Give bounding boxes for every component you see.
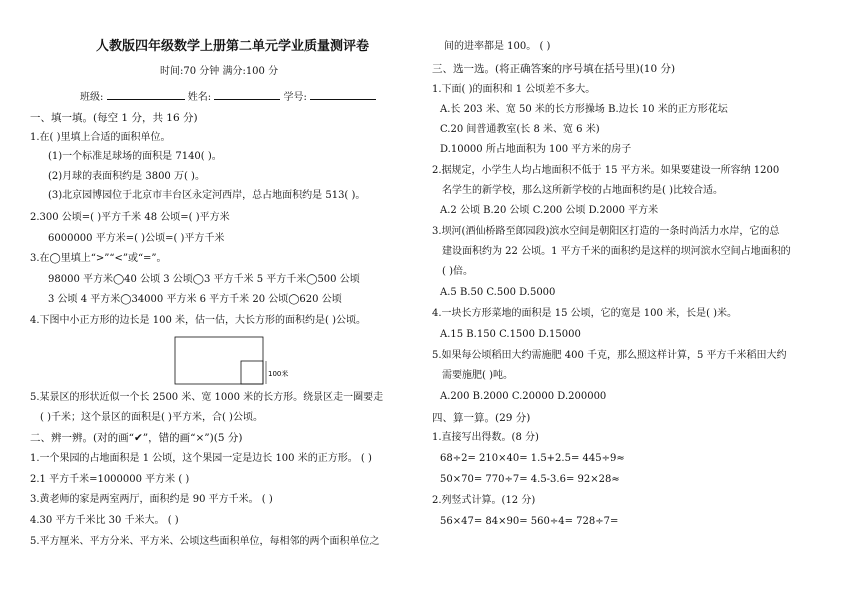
- question-line: 3.黄老师的家是两室两厅，面积约是 90 平方千米。 ( ): [30, 494, 273, 505]
- option-line: A.200 B.2000 C.20000 D.200000: [440, 391, 607, 402]
- question-line: 1.在( )里填上合适的面积单位。: [30, 132, 171, 143]
- question-line: 需要施肥( )吨。: [442, 370, 513, 381]
- question-line: 5.平方厘米、平方分米、平方米、公顷这些面积单位，每相邻的两个面积单位之: [30, 536, 380, 547]
- question-line: 4.下图中小正方形的边长是 100 米，估一估，大长方形的面积约是( )公顷。: [30, 315, 366, 326]
- id-label: 学号:: [283, 92, 307, 103]
- small-square: [241, 361, 263, 384]
- class-field[interactable]: [107, 90, 185, 100]
- question-line: (1)一个标准足球场的面积是 7140( )。: [48, 151, 222, 162]
- question-line: 4.一块长方形菜地的面积是 15 公顷，它的宽是 100 米，长是( )米。: [432, 308, 738, 319]
- option-line: C.20 间普通教室(长 8 米、宽 6 米): [440, 124, 600, 135]
- question-line: 6000000 平方米=( )公顷=( )平方千米: [48, 233, 225, 244]
- large-rectangle: [175, 337, 263, 384]
- id-field[interactable]: [310, 90, 376, 100]
- question-line: (2)月球的表面积约是 3800 万( )。: [48, 171, 205, 182]
- calc-line: 68÷2= 210×40= 1.5+2.5= 445÷9≈: [440, 453, 625, 464]
- question-line: 98000 平方米◯40 公顷 3 公顷◯3 平方千米 5 平方千米◯500 公顷: [48, 274, 360, 285]
- option-line: A.15 B.150 C.1500 D.15000: [440, 329, 581, 340]
- exam-meta: 时间:70 分钟 满分:100 分: [160, 66, 279, 77]
- name-label: 姓名:: [187, 92, 212, 103]
- question-line: ( )倍。: [442, 266, 473, 277]
- question-line: 名学生的新学校，那么这所新学校的占地面积约是( )比较合适。: [442, 185, 723, 196]
- section-2-heading: 二、辨一辨。(对的画“✔”，错的画“×”)(5 分): [30, 432, 243, 444]
- rectangle-diagram: [174, 336, 294, 386]
- question-line: 3 公顷 4 平方米◯34000 平方米 6 平方千米 20 公顷◯620 公顷: [48, 294, 342, 305]
- question-line: 1.直接写出得数。(8 分): [432, 432, 539, 443]
- calc-line: 50×70= 770÷7= 4.5-3.6= 92×28≈: [440, 474, 620, 485]
- question-line: 5.某景区的形状近似一个长 2500 米、宽 1000 米的长方形。绕景区走一圈要走: [30, 392, 384, 403]
- dimension-label: 100米: [268, 370, 289, 378]
- option-line: A.长 203 米、宽 50 米的长方形操场 B.边长 10 米的正方形花坛: [440, 104, 728, 115]
- question-line: (3)北京园博园位于北京市丰台区永定河西岸，总占地面积约是 513( )。: [48, 190, 366, 201]
- section-3-heading: 三、选一选。(将正确答案的序号填在括号里)(10 分): [432, 63, 676, 75]
- class-label: 班级:: [80, 92, 104, 103]
- option-line: D.10000 所占地面积为 100 平方米的房子: [440, 144, 632, 155]
- question-line: ( )千米；这个景区的面积是( )平方米，合( )公顷。: [40, 412, 263, 423]
- name-field[interactable]: [214, 90, 280, 100]
- question-line: 1.一个果园的占地面积是 1 公顷，这个果园一定是边长 100 米的正方形。 ( ): [30, 453, 372, 464]
- question-line: 2.据规定，小学生人均占地面积不低于 15 平方米。如果要建设一所容纳 1200: [432, 165, 780, 176]
- question-line: 3.在◯里填上“>”“<”或“=”。: [30, 253, 167, 264]
- calc-line: 56×47= 84×90= 560÷4= 728÷7=: [440, 516, 619, 527]
- option-line: A.5 B.50 C.500 D.5000: [440, 287, 556, 298]
- question-line: 2.300 公顷=( )平方千米 48 公顷=( )平方米: [30, 212, 230, 223]
- student-info: [80, 90, 376, 104]
- page-title: 人教版四年级数学上册第二单元学业质量测评卷: [96, 39, 370, 54]
- section-1-heading: 一、填一填。(每空 1 分，共 16 分): [30, 112, 198, 124]
- question-line: 建设面积约为 22 公顷。1 平方千米的面积约是这样的坝河滨水空间占地面积的: [442, 246, 791, 257]
- question-line: 4.30 平方千米比 30 千米大。 ( ): [30, 515, 179, 526]
- question-line: 2.1 平方千米=1000000 平方米 ( ): [30, 474, 190, 485]
- question-line: 3.坝河(酒仙桥路至郎园段)滨水空间是朝阳区打造的一条时尚活力水岸，它的总: [432, 226, 780, 237]
- section-4-heading: 四、算一算。(29 分): [432, 412, 531, 424]
- question-line: 2.列竖式计算。(12 分): [432, 495, 536, 506]
- question-line: 1.下面( )的面积和 1 公顷差不多大。: [432, 84, 596, 95]
- question-line: 间的进率都是 100。 ( ): [444, 41, 551, 52]
- question-line: 5.如果每公顷稻田大约需施肥 400 千克，那么照这样计算，5 平方千米稻田大约: [432, 350, 787, 361]
- option-line: A.2 公顷 B.20 公顷 C.200 公顷 D.2000 平方米: [440, 205, 659, 216]
